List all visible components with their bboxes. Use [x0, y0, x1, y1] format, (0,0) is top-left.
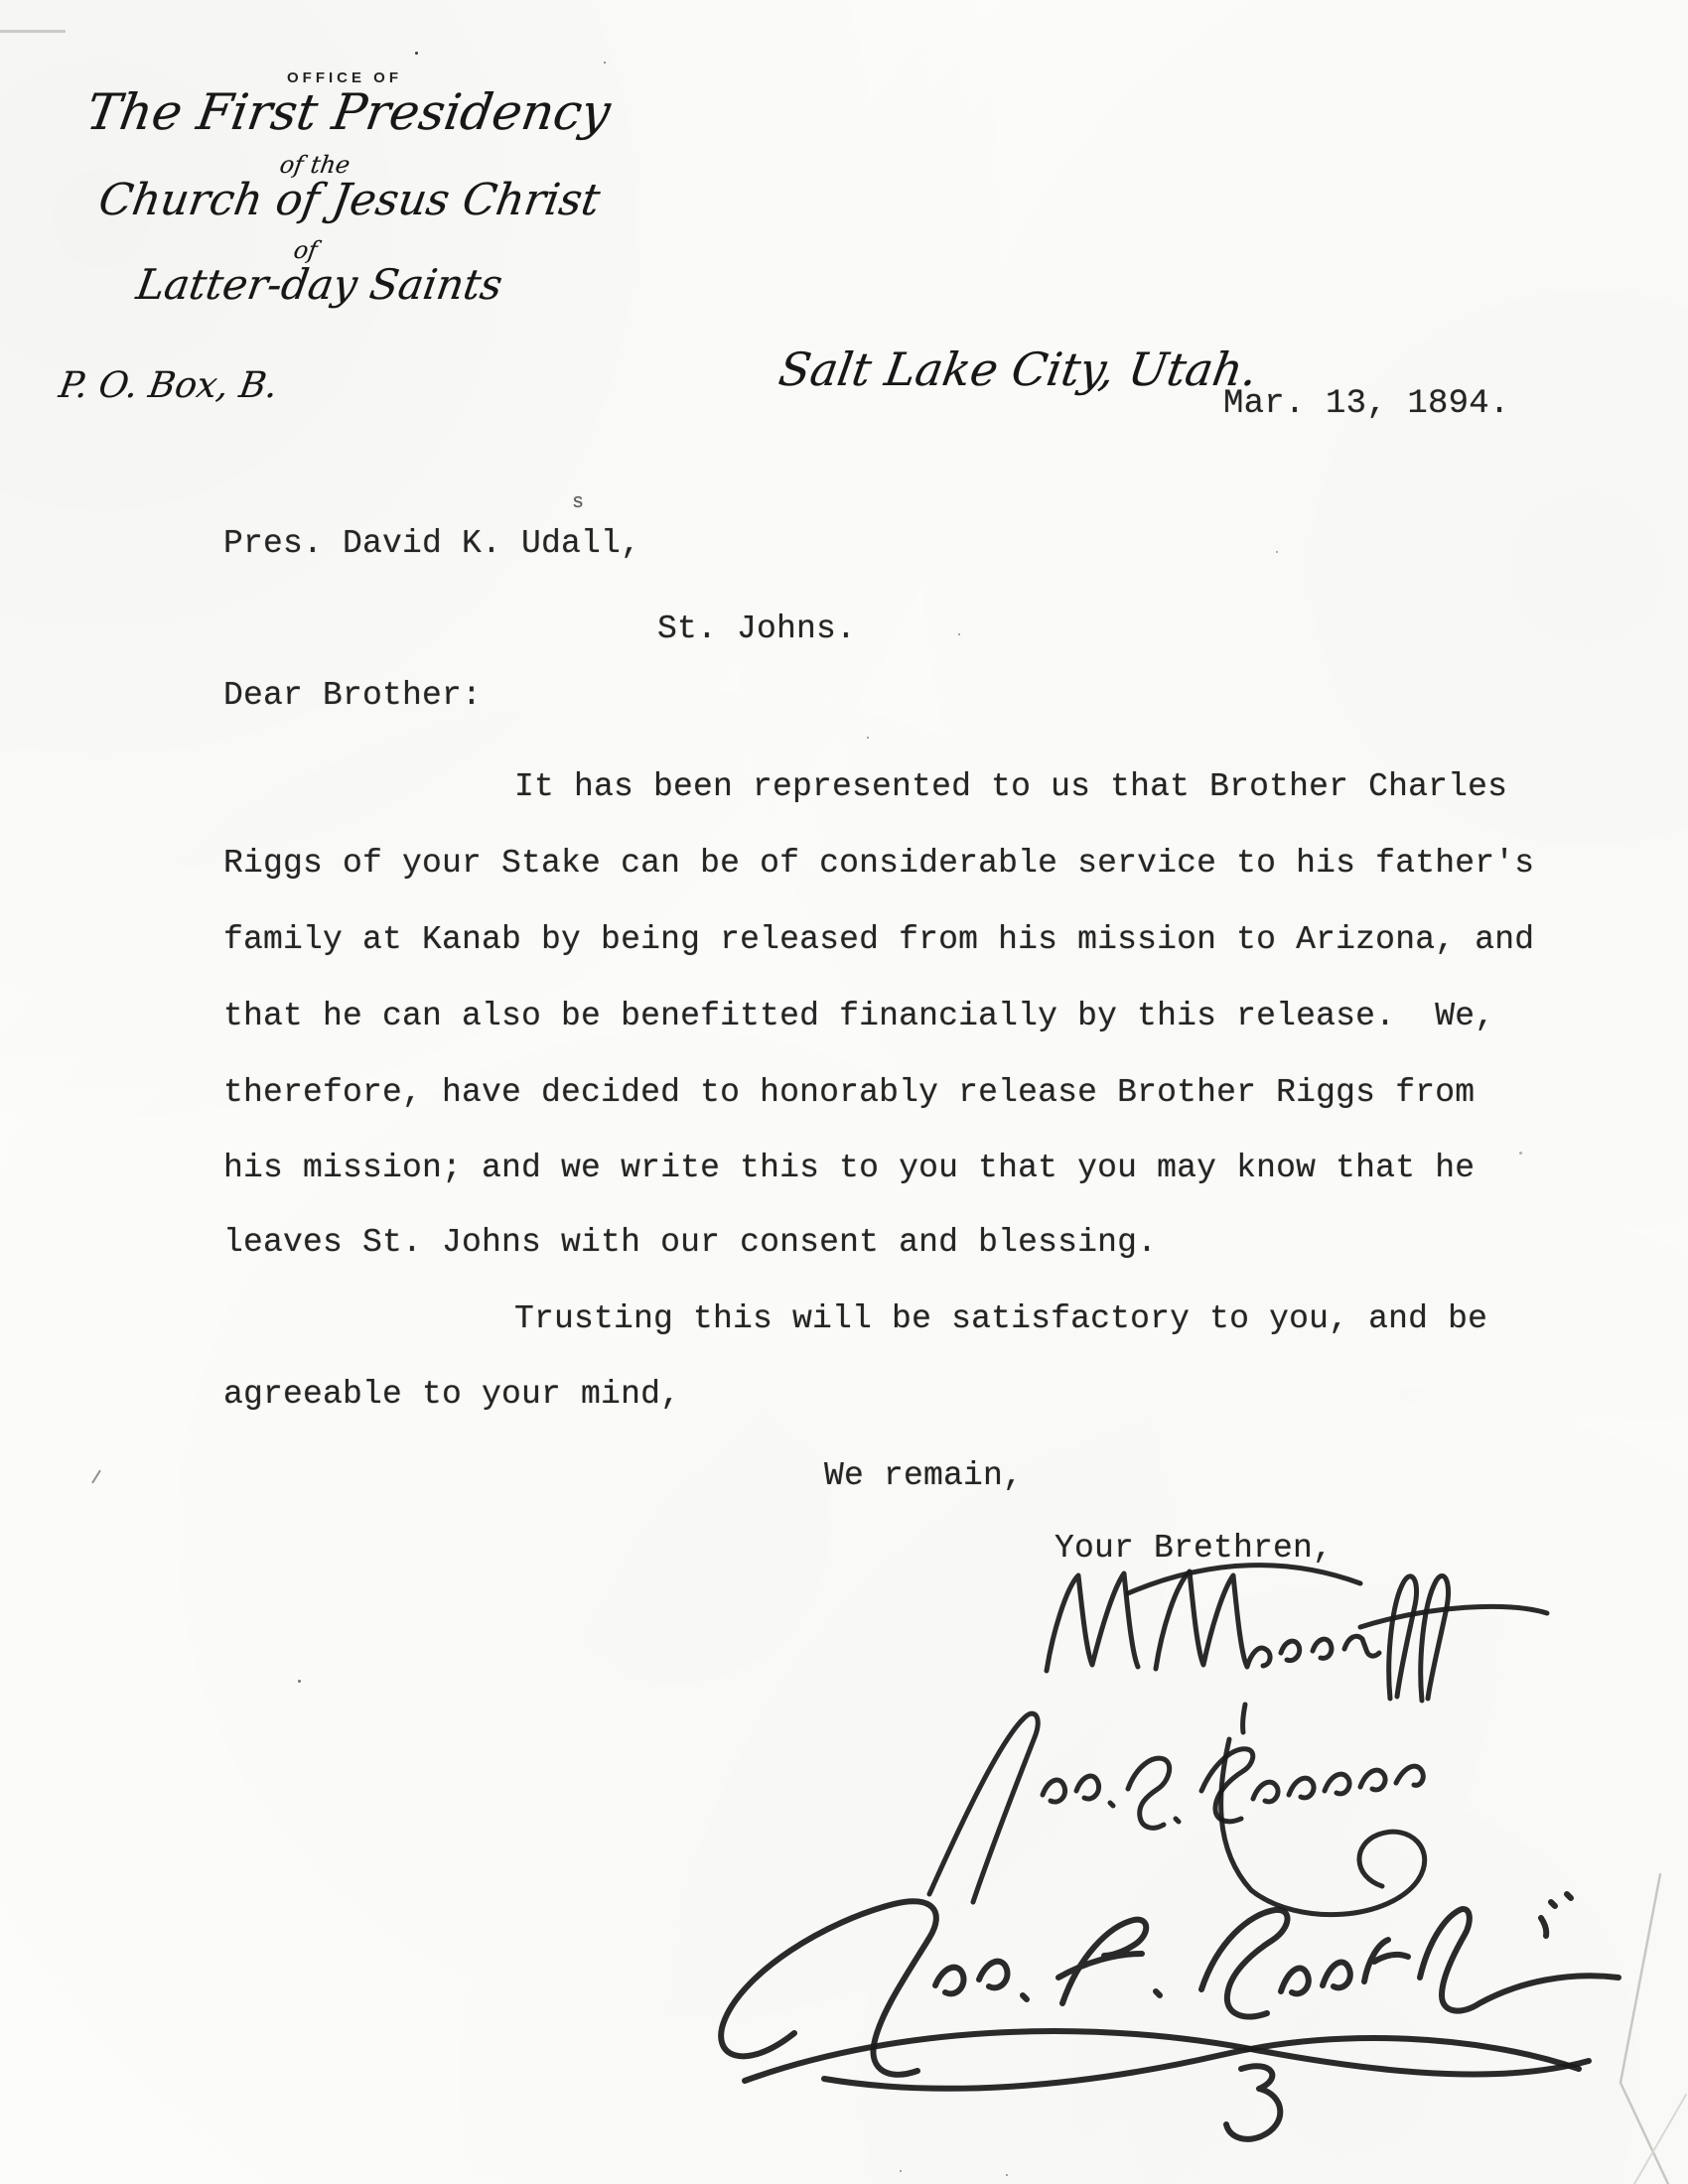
- paper-crease: [1569, 1864, 1688, 2184]
- salutation: Dear Brother:: [223, 677, 483, 714]
- body-line-4: that he can also be benefitted financially by this release. We,: [223, 998, 1495, 1034]
- smith-signature-drawing: [685, 1874, 1678, 2172]
- recipient-place: St. Johns.: [657, 611, 857, 647]
- body-line-1: It has been represented to us that Brother Charles: [514, 768, 1508, 805]
- smith-strokes: [721, 1894, 1618, 2139]
- noise-speck: [1006, 2174, 1008, 2176]
- letterhead-line-church: Church of Jesus Christ: [94, 175, 604, 225]
- noise-speck: [298, 1680, 301, 1683]
- pencil-tick-mark: [91, 1470, 101, 1484]
- letterhead-line-first-presidency: The First Presidency: [82, 83, 615, 141]
- dateline-place: Salt Lake City, Utah.: [774, 342, 1262, 396]
- dateline-date: Mar. 13, 1894.: [1223, 385, 1510, 423]
- body-line-5: therefore, have decided to honorably release Brother Riggs from: [223, 1074, 1476, 1111]
- body-line-7: leaves St. Johns with our consent and blessing.: [223, 1224, 1158, 1261]
- body-line-6: his mission; and we write this to you that you may know that he: [223, 1150, 1476, 1186]
- signature-smith: [685, 1874, 1678, 2172]
- body-line-3: family at Kanab by being released from his mission to Arizona, and: [223, 921, 1535, 958]
- letterhead-line-of: of: [291, 236, 320, 264]
- noise-speck: [958, 633, 960, 635]
- letterhead-line-of-the: of the: [277, 151, 352, 179]
- body-line-2: Riggs of your Stake can be of considerable service to his father's: [223, 845, 1535, 882]
- closing-we-remain: We remain,: [824, 1457, 1024, 1494]
- recipient-name: Pres. David K. Udall,: [223, 525, 641, 562]
- noise-speck: [900, 2170, 902, 2172]
- noise-speck: [867, 737, 869, 739]
- noise-speck: [604, 62, 606, 64]
- body-line-9: agreeable to your mind,: [223, 1376, 681, 1413]
- noise-speck: [1276, 551, 1278, 553]
- stray-ink-mark: s: [572, 491, 585, 514]
- po-box: P. O. Box, B.: [56, 365, 281, 406]
- noise-speck: [1519, 1152, 1522, 1155]
- body-line-8: Trusting this will be satisfactory to you, and be: [514, 1300, 1488, 1337]
- closing-your-brethren: Your Brethren,: [1055, 1530, 1334, 1567]
- noise-speck: [415, 52, 418, 55]
- letterhead-office-of: OFFICE OF: [287, 69, 402, 86]
- scan-edge-mark: [0, 30, 66, 33]
- letterhead-line-saints: Latter-day Saints: [133, 260, 506, 309]
